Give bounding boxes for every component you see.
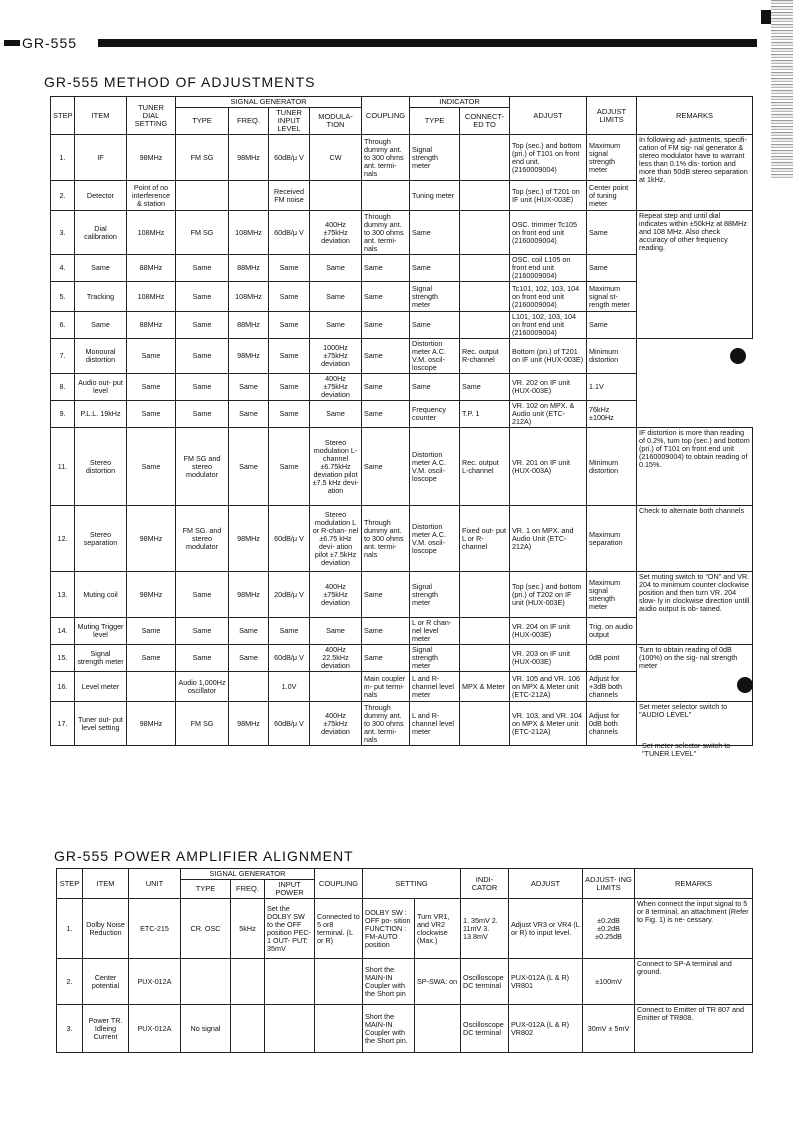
cell-level: 60dB/μ V bbox=[269, 506, 310, 572]
cell-remarks: Repeat step and until dial indicates within ±50kHz at 88MHz and 108 MHz. Also check accuracy of other frequency reading. bbox=[637, 211, 753, 339]
cell-step: 12. bbox=[51, 506, 75, 572]
cell-type: Same bbox=[176, 645, 229, 672]
pwr-cell-setting-detail: Turn VR1, and VR2 clockwise (Max.) bbox=[415, 899, 461, 959]
cell-step: 9. bbox=[51, 401, 75, 428]
cell-coupling: Main coupler in- put termi- nals bbox=[362, 672, 410, 702]
cell-level: Same bbox=[269, 339, 310, 374]
cell-dial: Same bbox=[127, 374, 176, 401]
hdr-coupling: COUPLING bbox=[362, 97, 410, 135]
pwr-hdr-freq: FREQ. bbox=[231, 880, 265, 899]
hdr-ind-type: TYPE bbox=[410, 108, 460, 135]
cell-coupling: Same bbox=[362, 572, 410, 618]
cell-indicator-type: Tuning meter bbox=[410, 181, 460, 211]
cell-coupling bbox=[362, 181, 410, 211]
cell-adjust: Tc101, 102, 103, 104 on front end unit (2160009004) bbox=[510, 282, 587, 312]
table-row bbox=[51, 211, 753, 255]
cell-type: Same bbox=[176, 312, 229, 339]
cell-type: Same bbox=[176, 401, 229, 428]
table-row bbox=[57, 899, 753, 959]
cell-item: Muting coil bbox=[75, 572, 127, 618]
hdr-type: TYPE bbox=[176, 108, 229, 135]
cell-freq: 98MHz bbox=[229, 702, 269, 746]
pwr-cell-item: Center potential bbox=[83, 959, 129, 1005]
cell-dial: Same bbox=[127, 428, 176, 506]
hdr-item: ITEM bbox=[75, 97, 127, 135]
cell-indicator-type: Frequency counter bbox=[410, 401, 460, 428]
pwr-hdr-step: STEP bbox=[57, 869, 83, 899]
cell-connected-to bbox=[460, 255, 510, 282]
cell-level: 60dB/μ V bbox=[269, 211, 310, 255]
cell-step: 11. bbox=[51, 428, 75, 506]
cell-modulation: Same bbox=[310, 401, 362, 428]
cell-modulation: CW bbox=[310, 135, 362, 181]
cell-modulation: Same bbox=[310, 312, 362, 339]
binder-hole bbox=[730, 348, 746, 364]
cell-step: 4. bbox=[51, 255, 75, 282]
cell-connected-to: Rec. output R-channel bbox=[460, 339, 510, 374]
pwr-hdr-setting: SETTING bbox=[363, 869, 461, 899]
cell-item: Muting Trigger level bbox=[75, 618, 127, 645]
cell-item: Signal strength meter bbox=[75, 645, 127, 672]
cell-level: Same bbox=[269, 312, 310, 339]
cell-freq: Same bbox=[229, 428, 269, 506]
pwr-cell-unit: PUX-012A bbox=[129, 1005, 181, 1053]
table-row bbox=[51, 374, 753, 401]
cell-freq bbox=[229, 672, 269, 702]
pwr-hdr-item: ITEM bbox=[83, 869, 129, 899]
cell-adjust: VR. 102 on MPX. & Audio unit (ETC-212A) bbox=[510, 401, 587, 428]
cell-indicator-type: Signal strength meter bbox=[410, 572, 460, 618]
cell-dial: Same bbox=[127, 618, 176, 645]
cell-dial: Point of no interference & station bbox=[127, 181, 176, 211]
cell-level: 60dB/μ V bbox=[269, 135, 310, 181]
cell-limits: Maximum signal strength meter bbox=[587, 572, 637, 618]
pwr-cell-unit: ETC-215 bbox=[129, 899, 181, 959]
cell-dial: 98MHz bbox=[127, 135, 176, 181]
cell-indicator-type: Same bbox=[410, 255, 460, 282]
pwr-hdr-signal-generator: SIGNAL GENERATOR bbox=[181, 869, 315, 880]
cell-remarks: In following ad- justments, specifi- cation of FM sig- nal generator & stereo modulator have to warrant less than 0.1% dis- tortion and more than 50dB stereo separation at 1kHz. bbox=[637, 135, 753, 211]
cell-connected-to bbox=[460, 282, 510, 312]
table-row bbox=[57, 959, 753, 1005]
pwr-cell-input-power bbox=[265, 959, 315, 1005]
cell-coupling: Through dummy ant. to 300 ohms ant. termi- nals bbox=[362, 135, 410, 181]
cell-modulation: Stereo modulation L or R-chan- nel ±6.75 kHz devi- ation pilot ±7.5kHz deviation bbox=[310, 506, 362, 572]
pwr-cell-limits: ±0.2dB ±0.2dB ±0.25dB bbox=[583, 899, 635, 959]
cell-coupling: Through dummy ant. to 300 ohms ant. termi- nals bbox=[362, 506, 410, 572]
header-model: GR-555 bbox=[22, 35, 78, 51]
cell-remarks: Set muting switch to "ON" and VR. 204 to minimum counter clockwise position and then turn VR. 204 slow- ly in clockwise direction untill audio output is ob- tained. bbox=[637, 572, 753, 645]
cell-step: 15. bbox=[51, 645, 75, 672]
cell-level: Received FM noise bbox=[269, 181, 310, 211]
cell-connected-to: MPX & Meter bbox=[460, 672, 510, 702]
remark-tuner-level: Set meter selector switch to "TUNER LEVEL" bbox=[642, 741, 731, 758]
cell-indicator-type: Signal strength meter bbox=[410, 645, 460, 672]
power-alignment-table bbox=[56, 868, 753, 1053]
pwr-cell-indicator: 1. 35mV 2. 11mV 3. 13.8mV bbox=[461, 899, 509, 959]
pwr-cell-limits: ±100mV bbox=[583, 959, 635, 1005]
cell-limits: Maximum signal strength meter bbox=[587, 135, 637, 181]
table-row bbox=[51, 572, 753, 618]
cell-item: Tuner out- put level setting bbox=[75, 702, 127, 746]
cell-connected-to: T.P. 1 bbox=[460, 401, 510, 428]
cell-connected-to bbox=[460, 135, 510, 181]
cell-adjust: Top (sec.) and bottom (pri.) of T101 on front end unit. (2160009004) bbox=[510, 135, 587, 181]
cell-item: Audio out- put level bbox=[75, 374, 127, 401]
cell-step: 1. bbox=[51, 135, 75, 181]
pwr-cell-coupling: Connected to 5 or8 terminal. (L or R) bbox=[315, 899, 363, 959]
pwr-cell-limits: 30mV ± 5mV bbox=[583, 1005, 635, 1053]
cell-adjust: L101, 102, 103, 104 on front end unit (2160009004) bbox=[510, 312, 587, 339]
cell-connected-to bbox=[460, 572, 510, 618]
cell-modulation: 400Hz ±75kHz deviation bbox=[310, 374, 362, 401]
cell-modulation: 400Hz ±75kHz deviation bbox=[310, 702, 362, 746]
cell-level: Same bbox=[269, 282, 310, 312]
cell-dial: 108MHz bbox=[127, 282, 176, 312]
cell-level: Same bbox=[269, 618, 310, 645]
cell-limits: Minimum distortion bbox=[587, 339, 637, 374]
pwr-hdr-indicator: INDI- CATOR bbox=[461, 869, 509, 899]
hdr-input-level: TUNER INPUT LEVEL bbox=[269, 108, 310, 135]
pwr-hdr-coupling: COUPLING bbox=[315, 869, 363, 899]
pwr-cell-unit: PUX-012A bbox=[129, 959, 181, 1005]
pwr-hdr-adjust: ADJUST bbox=[509, 869, 583, 899]
cell-item: Same bbox=[75, 312, 127, 339]
hdr-tuner-dial: TUNER DIAL SETTING bbox=[127, 97, 176, 135]
cell-level: Same bbox=[269, 401, 310, 428]
pwr-cell-indicator: Oscilloscope DC terminal bbox=[461, 959, 509, 1005]
cell-limits: Center point of tuning meter bbox=[587, 181, 637, 211]
cell-coupling: Through dummy ant. to 300 ohms ant. termi- nals bbox=[362, 211, 410, 255]
pwr-cell-setting: Short the MAIN-IN Coupler with the Short pin bbox=[363, 959, 415, 1005]
cell-connected-to bbox=[460, 312, 510, 339]
cell-connected-to bbox=[460, 618, 510, 645]
cell-type: FM SG bbox=[176, 135, 229, 181]
cell-remarks: Turn to obtain reading of 0dB (100%) on the sig- nal strength meter bbox=[637, 645, 753, 702]
cell-adjust: VR. 201 on IF unit (HUX-003A) bbox=[510, 428, 587, 506]
cell-freq: 88MHz bbox=[229, 312, 269, 339]
cell-indicator-type: L and R- channel level meter bbox=[410, 702, 460, 746]
cell-level: 20dB/μ V bbox=[269, 572, 310, 618]
adjustments-table bbox=[50, 96, 753, 746]
cell-dial: Same bbox=[127, 339, 176, 374]
pwr-cell-item: Dolby Noise Reduction bbox=[83, 899, 129, 959]
cell-level: Same bbox=[269, 374, 310, 401]
cell-item: Detector bbox=[75, 181, 127, 211]
cell-indicator-type: Signal strength meter bbox=[410, 135, 460, 181]
pwr-cell-remarks: When connect the input signal to 5 or 8 terminal, an attachment (Refer to Fig. 1) is ne- cessary. bbox=[635, 899, 753, 959]
cell-dial: 88MHz bbox=[127, 255, 176, 282]
cell-limits: Adjust for 0dB both channels bbox=[587, 702, 637, 746]
cell-modulation: Same bbox=[310, 282, 362, 312]
cell-dial: Same bbox=[127, 401, 176, 428]
cell-freq: 98MHz bbox=[229, 339, 269, 374]
cell-type: Same bbox=[176, 255, 229, 282]
cell-type: Same bbox=[176, 374, 229, 401]
cell-dial: 88MHz bbox=[127, 312, 176, 339]
cell-adjust: OSC. coil L105 on front end unit (2160009004) bbox=[510, 255, 587, 282]
power-title: GR-555 POWER AMPLIFIER ALIGNMENT bbox=[54, 848, 354, 864]
hdr-signal-generator: SIGNAL GENERATOR bbox=[176, 97, 362, 108]
pwr-hdr-adjusting-limits: ADJUST- ING LIMITS bbox=[583, 869, 635, 899]
cell-freq: Same bbox=[229, 374, 269, 401]
cell-step: 14. bbox=[51, 618, 75, 645]
pwr-hdr-unit: UNIT bbox=[129, 869, 181, 899]
cell-adjust: Top (sec.) and bottom (pri.) of T202 on IF unit (HUX-003E) bbox=[510, 572, 587, 618]
cell-type bbox=[176, 181, 229, 211]
table-row bbox=[51, 428, 753, 506]
cell-item: IF bbox=[75, 135, 127, 181]
cell-limits: Minimum distortion bbox=[587, 428, 637, 506]
cell-type: Same bbox=[176, 339, 229, 374]
cell-adjust: VR. 202 on IF unit (HUX-003E) bbox=[510, 374, 587, 401]
pwr-cell-setting: Short the MAIN-IN Coupler with the Short pin. bbox=[363, 1005, 415, 1053]
cell-coupling: Same bbox=[362, 645, 410, 672]
cell-connected-to: Same bbox=[460, 374, 510, 401]
pwr-cell-item: Power TR. Idleing Current bbox=[83, 1005, 129, 1053]
header-mark bbox=[4, 40, 20, 46]
cell-indicator-type: Same bbox=[410, 312, 460, 339]
hdr-indicator: INDICATOR bbox=[410, 97, 510, 108]
cell-freq bbox=[229, 181, 269, 211]
cell-freq: Same bbox=[229, 401, 269, 428]
cell-limits: 1.1V bbox=[587, 374, 637, 401]
cell-adjust: VR. 103, and VR. 104 on MPX & Meter unit (ETC-212A) bbox=[510, 702, 587, 746]
cell-modulation: Stereo modulation L-channel ±6.75kHz deviation pilot ±7.5 kHz devi- ation bbox=[310, 428, 362, 506]
cell-item: Dial calibration bbox=[75, 211, 127, 255]
cell-item: Stereo separation bbox=[75, 506, 127, 572]
cell-limits: Same bbox=[587, 255, 637, 282]
scan-edge bbox=[771, 0, 793, 180]
cell-indicator-type: Same bbox=[410, 211, 460, 255]
cell-freq: Same bbox=[229, 645, 269, 672]
cell-item: Monoural distortion bbox=[75, 339, 127, 374]
cell-limits: 76kHz ±100Hz bbox=[587, 401, 637, 428]
cell-modulation bbox=[310, 672, 362, 702]
cell-step: 3. bbox=[51, 211, 75, 255]
table-row bbox=[51, 339, 753, 374]
cell-limits: Maximum signal st- rength meter bbox=[587, 282, 637, 312]
cell-type: Same bbox=[176, 572, 229, 618]
cell-step: 2. bbox=[51, 181, 75, 211]
cell-limits: Maximum separation bbox=[587, 506, 637, 572]
cell-modulation: 400Hz ±75kHz deviation bbox=[310, 211, 362, 255]
cell-type: Audio 1,000Hz oscillator bbox=[176, 672, 229, 702]
hdr-connected-to: CONNECT- ED TO bbox=[460, 108, 510, 135]
cell-freq: Same bbox=[229, 618, 269, 645]
pwr-cell-setting-detail: SP-SWA: on bbox=[415, 959, 461, 1005]
pwr-cell-adjust: PUX-012A (L & R) VR801 bbox=[509, 959, 583, 1005]
cell-adjust: VR. 203 on IF unit (HUX-003E) bbox=[510, 645, 587, 672]
cell-type: Same bbox=[176, 282, 229, 312]
pwr-cell-setting-detail bbox=[415, 1005, 461, 1053]
cell-level: Same bbox=[269, 428, 310, 506]
pwr-cell-remarks: Connect to SP-A terminal and ground. bbox=[635, 959, 753, 1005]
cell-coupling: Same bbox=[362, 339, 410, 374]
cell-limits: Trig. on audio output bbox=[587, 618, 637, 645]
hdr-adjust-limits: ADJUST LIMITS bbox=[587, 97, 637, 135]
cell-type: FM SG. and stereo modulator bbox=[176, 506, 229, 572]
cell-adjust: VR. 105 and VR. 106 on MPX & Meter unit (ETC-212A) bbox=[510, 672, 587, 702]
cell-limits: Adjust for +3dB both channels bbox=[587, 672, 637, 702]
cell-coupling: Same bbox=[362, 618, 410, 645]
pwr-cell-type: CR. OSC bbox=[181, 899, 231, 959]
pwr-cell-input-power: Set the DOLBY SW to the OFF position PEC-1 OUT- PUT: 35mV bbox=[265, 899, 315, 959]
cell-adjust: VR. 1 on MPX. and Audio Unit (ETC-212A) bbox=[510, 506, 587, 572]
cell-connected-to bbox=[460, 211, 510, 255]
pwr-hdr-input-power: INPUT POWER bbox=[265, 880, 315, 899]
cell-adjust: Bottom (pri.) of T201 on IF unit (HUX-003E) bbox=[510, 339, 587, 374]
pwr-cell-step: 2. bbox=[57, 959, 83, 1005]
cell-freq: 108MHz bbox=[229, 211, 269, 255]
cell-dial bbox=[127, 672, 176, 702]
pwr-cell-step: 3. bbox=[57, 1005, 83, 1053]
cell-item: Stereo distortion bbox=[75, 428, 127, 506]
cell-modulation bbox=[310, 181, 362, 211]
cell-remarks: IF distortion is more than reading of 0.2%, turn top (sec.) and bottom (pri.) of T101 on front end unit (2160009004) to obtain reading of 0.15%. bbox=[637, 428, 753, 506]
scan-edge-mark bbox=[761, 10, 771, 24]
pwr-cell-coupling bbox=[315, 1005, 363, 1053]
cell-item: P.L.L. 19kHz bbox=[75, 401, 127, 428]
pwr-cell-setting: DOLBY SW : OFF po- sition FUNCTION : FM-AUTO position bbox=[363, 899, 415, 959]
cell-type: FM SG bbox=[176, 702, 229, 746]
cell-coupling: Same bbox=[362, 282, 410, 312]
cell-remarks: Check to alternate both channels bbox=[637, 506, 753, 572]
cell-step: 13. bbox=[51, 572, 75, 618]
hdr-modulation: MODULA- TION bbox=[310, 108, 362, 135]
cell-limits: Same bbox=[587, 211, 637, 255]
cell-level: 60dB/μ V bbox=[269, 702, 310, 746]
cell-connected-to: Rec. output L-channel bbox=[460, 428, 510, 506]
cell-modulation: 400Hz 22.5kHz deviation bbox=[310, 645, 362, 672]
cell-dial: 98MHz bbox=[127, 572, 176, 618]
cell-level: 60dB/μ V bbox=[269, 645, 310, 672]
cell-indicator-type: Same bbox=[410, 374, 460, 401]
cell-modulation: 1000Hz ±75kHz deviation bbox=[310, 339, 362, 374]
cell-step: 6. bbox=[51, 312, 75, 339]
cell-adjust: Top (sec.) of T201 on IF unit (HUX-003E) bbox=[510, 181, 587, 211]
cell-freq: 98MHz bbox=[229, 572, 269, 618]
cell-step: 17. bbox=[51, 702, 75, 746]
table-row bbox=[51, 401, 753, 428]
cell-coupling: Same bbox=[362, 401, 410, 428]
cell-dial: 108MHz bbox=[127, 211, 176, 255]
pwr-cell-input-power bbox=[265, 1005, 315, 1053]
cell-adjust: VR. 204 on IF unit (HUX-003E) bbox=[510, 618, 587, 645]
cell-modulation: 400Hz ±75kHz deviation bbox=[310, 572, 362, 618]
cell-connected-to bbox=[460, 702, 510, 746]
cell-connected-to: Fixed out- put L or R- channel bbox=[460, 506, 510, 572]
pwr-hdr-type: TYPE bbox=[181, 880, 231, 899]
cell-limits: Same bbox=[587, 312, 637, 339]
cell-step: 5. bbox=[51, 282, 75, 312]
cell-coupling: Same bbox=[362, 428, 410, 506]
cell-indicator-type: Signal strength meter bbox=[410, 282, 460, 312]
pwr-cell-type bbox=[181, 959, 231, 1005]
cell-freq: 108MHz bbox=[229, 282, 269, 312]
cell-coupling: Same bbox=[362, 312, 410, 339]
pwr-cell-remarks: Connect to Emitter of TR 807 and Emitter of TR808. bbox=[635, 1005, 753, 1053]
cell-coupling: Same bbox=[362, 374, 410, 401]
header-rule bbox=[98, 39, 757, 47]
cell-freq: 98MHz bbox=[229, 506, 269, 572]
pwr-cell-adjust: Adjust VR3 or VR4 (L or R) to input level. bbox=[509, 899, 583, 959]
cell-item: Same bbox=[75, 255, 127, 282]
cell-adjust: OSC. trimmer Tc105 on front end unit (2160009004) bbox=[510, 211, 587, 255]
cell-modulation: Same bbox=[310, 618, 362, 645]
cell-step: 8. bbox=[51, 374, 75, 401]
cell-dial: 98MHz bbox=[127, 702, 176, 746]
pwr-cell-freq: 5kHz bbox=[231, 899, 265, 959]
cell-indicator-type: L or R chan- nel level meter bbox=[410, 618, 460, 645]
cell-item: Tracking bbox=[75, 282, 127, 312]
pwr-hdr-remarks: REMARKS bbox=[635, 869, 753, 899]
cell-freq: 98MHz bbox=[229, 135, 269, 181]
pwr-cell-step: 1. bbox=[57, 899, 83, 959]
table-row bbox=[51, 702, 753, 746]
pwr-cell-adjust: PUX-012A (L & R) VR802 bbox=[509, 1005, 583, 1053]
table-row bbox=[57, 1005, 753, 1053]
pwr-cell-freq bbox=[231, 959, 265, 1005]
hdr-remarks: REMARKS bbox=[637, 97, 753, 135]
pwr-cell-freq bbox=[231, 1005, 265, 1053]
cell-dial: 98MHz bbox=[127, 506, 176, 572]
pwr-cell-type: No signal bbox=[181, 1005, 231, 1053]
page-header bbox=[0, 36, 793, 50]
table-row bbox=[51, 645, 753, 672]
cell-coupling: Through dummy ant. to 300 ohms ant. termi- nals bbox=[362, 702, 410, 746]
cell-indicator-type: Distortion meter A.C. V.M. oscil- loscope bbox=[410, 506, 460, 572]
cell-remarks: Set meter selector switch to "AUDIO LEVEL" bbox=[637, 702, 753, 746]
pwr-cell-indicator: Oscilloscope DC terminal bbox=[461, 1005, 509, 1053]
cell-step: 16. bbox=[51, 672, 75, 702]
cell-limits: 0dB point bbox=[587, 645, 637, 672]
cell-level: Same bbox=[269, 255, 310, 282]
cell-level: 1.0V bbox=[269, 672, 310, 702]
cell-indicator-type: Distortion meter A.C. V.M. oscil- loscope bbox=[410, 428, 460, 506]
table-row bbox=[51, 135, 753, 181]
cell-dial: Same bbox=[127, 645, 176, 672]
cell-connected-to bbox=[460, 645, 510, 672]
cell-step: 7. bbox=[51, 339, 75, 374]
hdr-freq: FREQ. bbox=[229, 108, 269, 135]
cell-modulation: Same bbox=[310, 255, 362, 282]
hdr-adjust: ADJUST bbox=[510, 97, 587, 135]
cell-type: FM SG bbox=[176, 211, 229, 255]
cell-type: Same bbox=[176, 618, 229, 645]
table-row bbox=[51, 506, 753, 572]
cell-connected-to bbox=[460, 181, 510, 211]
cell-coupling: Same bbox=[362, 255, 410, 282]
cell-item: Level meter bbox=[75, 672, 127, 702]
adjustments-title: GR-555 METHOD OF ADJUSTMENTS bbox=[44, 74, 316, 90]
hdr-step: STEP bbox=[51, 97, 75, 135]
cell-type: FM SG and stereo modulator bbox=[176, 428, 229, 506]
binder-hole bbox=[737, 677, 753, 693]
pwr-cell-coupling bbox=[315, 959, 363, 1005]
cell-freq: 88MHz bbox=[229, 255, 269, 282]
cell-indicator-type: L and R- channel level meter bbox=[410, 672, 460, 702]
cell-indicator-type: Distortion meter A.C. V.M. oscil- loscope bbox=[410, 339, 460, 374]
